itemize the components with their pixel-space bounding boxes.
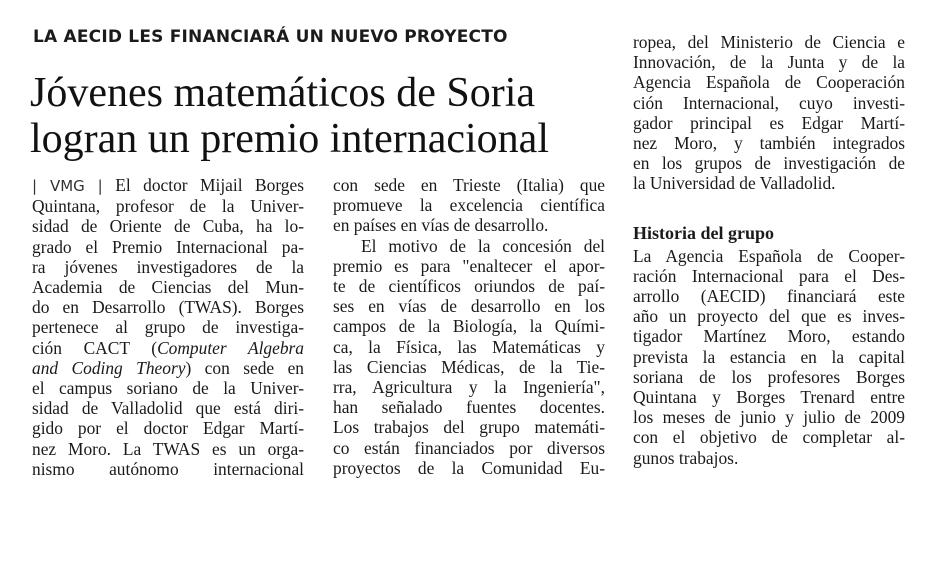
article-column-3 bbox=[633, 32, 905, 468]
text-line: los meses de junio y julio de 2009 bbox=[633, 407, 905, 428]
text-line: nez Moro, y también integrados bbox=[633, 133, 905, 154]
text-line: con sede en Trieste (Italia) que bbox=[333, 175, 605, 195]
text-line: gador principal es Edgar Martí- bbox=[633, 112, 905, 133]
text-line: nismo autónomo internacional bbox=[32, 458, 304, 479]
text-line: ra jóvenes investigadores de la bbox=[32, 256, 304, 277]
text-line: proyectos de la Comunidad Eu- bbox=[333, 457, 605, 478]
text-line: grado el Premio Internacional pa- bbox=[32, 236, 304, 257]
text-line: gunos trabajos. bbox=[633, 447, 739, 468]
text-line: arrollo (AECID) financiará este bbox=[633, 286, 905, 307]
text-line: premio es para "enaltecer el apor- bbox=[333, 255, 605, 276]
text-line: Academia de Ciencias del Mun- bbox=[32, 277, 304, 298]
text-line: Quintana, profesor de la Univer- bbox=[32, 196, 304, 217]
text-line: Innovación, de la Junta y de la bbox=[633, 52, 905, 73]
text-line: soriana de los profesores Borges bbox=[633, 366, 905, 387]
text-line: ) con sede en bbox=[185, 357, 304, 378]
text-line: Agencia Española de Cooperación bbox=[633, 72, 905, 93]
text-line: La Agencia Española de Cooper- bbox=[633, 245, 905, 266]
text-line: año un proyecto del que es inves- bbox=[633, 306, 905, 327]
text-line: ración Internacional para el Des- bbox=[633, 265, 905, 286]
text-line: las Ciencias Médicas, de la Tie- bbox=[333, 356, 605, 377]
text-line: en países en vías de desarrollo. bbox=[333, 215, 549, 236]
text-line: te de científicos oriundos de paí- bbox=[333, 276, 605, 297]
text-line: El doctor Mijail Borges bbox=[102, 175, 304, 195]
text-line: pertenece al grupo de investiga- bbox=[32, 317, 304, 338]
text-line: gido por el doctor Edgar Martí- bbox=[32, 418, 304, 439]
text-line: prevista la estancia en la capital bbox=[633, 346, 905, 367]
text-line: Los trabajos del grupo matemáti- bbox=[333, 417, 605, 438]
italic-term: and Coding Theory bbox=[32, 357, 186, 378]
byline: | VMG | bbox=[32, 177, 103, 195]
text-line: campos de la Biología, la Quími- bbox=[333, 316, 605, 337]
text-line: ca, la Física, las Matemáticas y bbox=[333, 336, 605, 357]
section-subhead: Historia del grupo bbox=[633, 222, 775, 243]
text-line: sidad de Oriente de Cuba, ha lo- bbox=[32, 216, 304, 237]
headline-line-2: logran un premio internacional bbox=[30, 116, 549, 162]
text-line: rra, Agricultura y la Ingeniería", bbox=[333, 377, 605, 398]
text-line: tigador Martínez Moro, estando bbox=[633, 326, 905, 347]
text-line: do en Desarrollo (TWAS). Borges bbox=[32, 297, 304, 318]
text-line: en los grupos de investigación de bbox=[633, 153, 905, 174]
text-line: nez Moro. La TWAS es un orga- bbox=[32, 438, 304, 459]
article-column-1 bbox=[32, 175, 304, 479]
text-line: sidad de Valladolid que está diri- bbox=[32, 398, 304, 419]
text-line: ropea, del Ministerio de Ciencia e bbox=[633, 32, 905, 52]
headline-line-1: Jóvenes matemáticos de Soria bbox=[30, 70, 536, 116]
text-line: ses en vías de desarrollo en los bbox=[333, 296, 605, 317]
headline bbox=[30, 70, 610, 162]
text-line: ción Internacional, cuyo investi- bbox=[633, 92, 905, 113]
italic-term: Computer Algebra bbox=[157, 337, 304, 358]
text-line: la Universidad de Valladolid. bbox=[633, 173, 836, 194]
kicker: LA AECID LES FINANCIARÁ UN NUEVO PROYECTO bbox=[33, 27, 508, 47]
text-line: El motivo de la concesión del bbox=[361, 235, 605, 256]
text-line: han señalado fuentes docentes. bbox=[333, 397, 605, 418]
text-line: ción CACT ( bbox=[32, 337, 158, 358]
text-line: Quintana y Borges Trenard entre bbox=[633, 387, 905, 408]
text-line: el campus soriano de la Univer- bbox=[32, 378, 304, 399]
text-line: promueve la excelencia científica bbox=[333, 195, 605, 216]
article-column-2 bbox=[333, 175, 605, 478]
text-line: con el objetivo de completar al- bbox=[633, 427, 905, 448]
text-line: co están financiados por diversos bbox=[333, 437, 605, 458]
